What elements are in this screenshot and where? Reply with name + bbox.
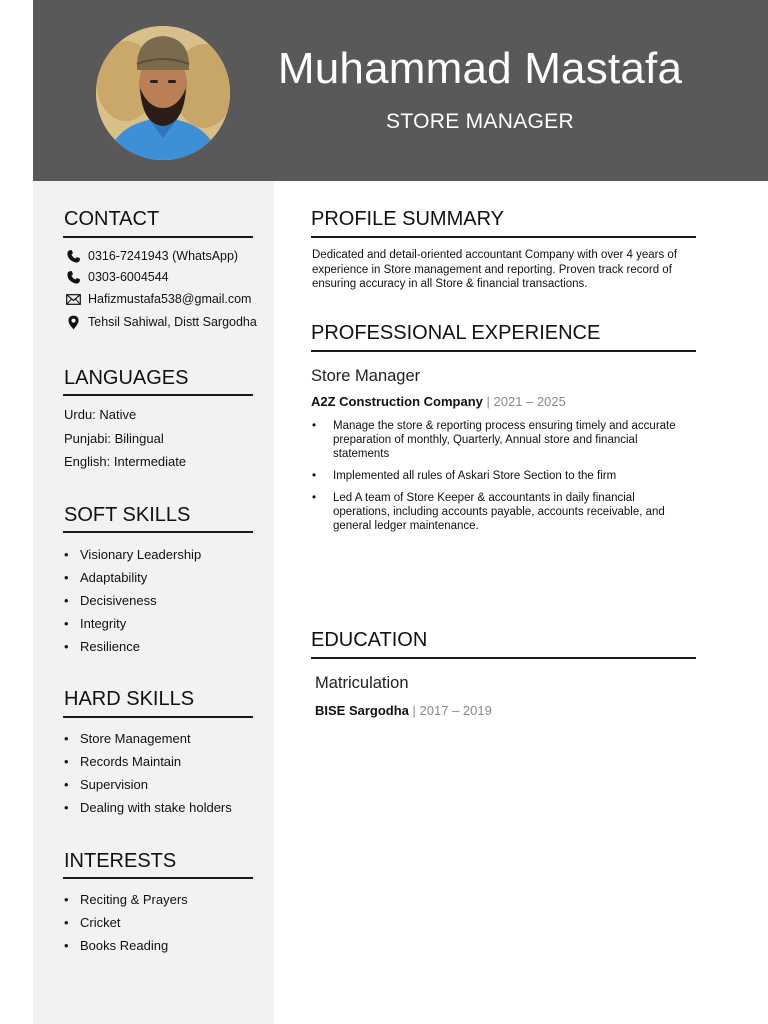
soft-skills-divider	[63, 531, 253, 533]
hard-skills-list	[64, 727, 232, 819]
list-item: • Records Maintain	[64, 750, 232, 773]
contact-phone-primary	[64, 248, 238, 264]
profile-summary-text: Dedicated and detail-oriented accountant Company with over 4 years of experience in Store management and reporting. Proven track record of ensuring accuracy in all Store & financial transactions.	[312, 249, 678, 290]
list-item: • Dealing with stake holders	[64, 796, 232, 819]
profile-summary-heading: PROFILE SUMMARY	[311, 208, 504, 230]
list-item: • Store Management	[64, 727, 232, 750]
phone-number[interactable]: 0303-6004544	[88, 270, 169, 284]
location-pin-icon	[64, 314, 82, 330]
list-item: • Manage the store & reporting process ensuring timely and accurate preparation of monthly, Quarterly, Annual store and financial statements	[312, 419, 692, 461]
job-title: STORE MANAGER	[386, 110, 574, 133]
list-item: • Reciting & Prayers	[64, 888, 188, 911]
phone-icon	[64, 248, 82, 264]
list-item: • Implemented all rules of Askari Store Section to the firm	[312, 469, 692, 483]
employment-period: | 2021 – 2025	[486, 394, 566, 409]
language-item: Punjabi: Bilingual	[64, 431, 164, 446]
employer-line	[311, 394, 566, 409]
contact-location	[64, 314, 257, 330]
list-item: • Visionary Leadership	[64, 543, 201, 566]
experience-divider	[311, 350, 696, 352]
contact-heading: CONTACT	[64, 208, 160, 230]
soft-skills-heading: SOFT SKILLS	[64, 504, 191, 526]
contact-phone-secondary	[64, 269, 169, 285]
phone-number-whatsapp[interactable]: 0316-7241943 (WhatsApp)	[88, 249, 239, 263]
list-item: • Supervision	[64, 773, 232, 796]
profile-photo	[96, 26, 230, 160]
list-item: • Resilience	[64, 635, 201, 658]
education-degree: Matriculation	[315, 674, 409, 692]
interests-heading: INTERESTS	[64, 850, 177, 872]
envelope-icon	[64, 291, 82, 307]
list-item: • Led A team of Store Keeper & accountants in daily financial operations, including accounts payable, accounts receivable, and general ledger maintenance.	[312, 491, 692, 533]
hard-skills-divider	[63, 716, 253, 718]
experience-heading: PROFESSIONAL EXPERIENCE	[311, 322, 601, 344]
profile-summary-divider	[311, 236, 696, 238]
languages-heading: LANGUAGES	[64, 367, 189, 389]
soft-skills-list	[64, 543, 201, 658]
phone-icon	[64, 269, 82, 285]
language-item: Urdu: Native	[64, 407, 137, 422]
interests-divider	[63, 877, 253, 879]
list-item: • Cricket	[64, 911, 188, 934]
job-role: Store Manager	[311, 367, 421, 385]
contact-divider	[63, 236, 253, 238]
candidate-name: Muhammad Mastafa	[277, 44, 683, 93]
education-institution-line	[315, 703, 492, 718]
contact-email	[64, 291, 251, 307]
experience-bullets	[312, 419, 692, 541]
list-item: • Adaptability	[64, 566, 201, 589]
list-item: • Books Reading	[64, 934, 188, 957]
language-item: English: Intermediate	[64, 454, 187, 469]
education-board: BISE Sargodha	[315, 703, 409, 718]
education-divider	[311, 657, 696, 659]
interests-list	[64, 888, 188, 957]
hard-skills-heading: HARD SKILLS	[64, 688, 195, 710]
employer-name: A2Z Construction Company	[311, 394, 483, 409]
list-item: • Integrity	[64, 612, 201, 635]
email-address[interactable]: Hafizmustafa538@gmail.com	[88, 292, 252, 306]
education-period: | 2017 – 2019	[412, 703, 492, 718]
education-heading: EDUCATION	[311, 629, 428, 651]
languages-divider	[63, 394, 253, 396]
list-item: • Decisiveness	[64, 589, 201, 612]
location-text: Tehsil Sahiwal, Distt Sargodha	[88, 315, 257, 329]
